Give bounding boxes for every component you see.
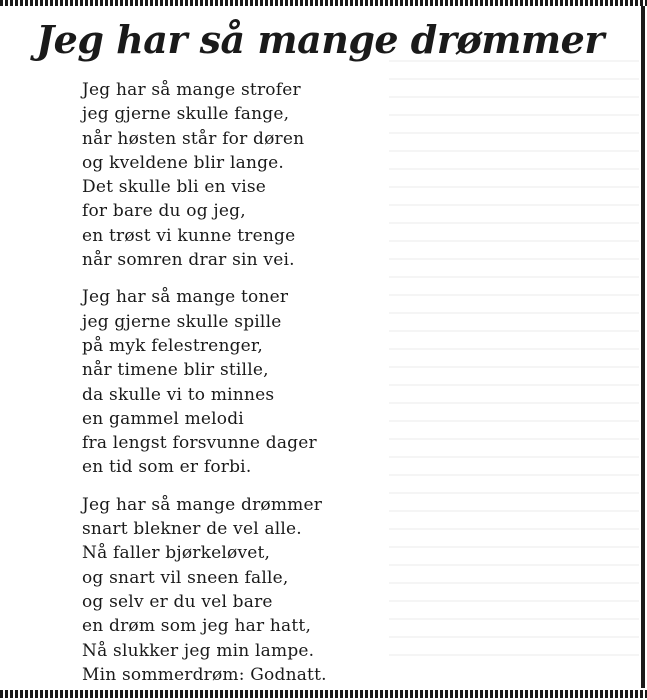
poem-line: jeg gjerne skulle spille — [82, 311, 282, 332]
poem-line: Nå slukker jeg min lampe. — [82, 640, 315, 661]
poem-line: en trøst vi kunne trenge — [82, 225, 296, 246]
stanza-2 — [82, 285, 582, 479]
poem-line: når høsten står for døren — [82, 128, 305, 149]
poem-line: Min sommerdrøm: Godnatt. — [82, 664, 327, 685]
poem-line: en gammel melodi — [82, 408, 244, 429]
poem-line: Jeg har så mange drømmer — [82, 494, 323, 515]
stanza-1 — [82, 78, 582, 272]
page-edge-bottom — [0, 690, 647, 698]
poem-line: og snart vil sneen falle, — [82, 567, 289, 588]
poem-line: når timene blir stille, — [82, 360, 269, 381]
stanza-3 — [82, 493, 582, 687]
poem-title: Jeg har så mange drømmer — [36, 17, 604, 62]
column-rule — [641, 6, 645, 688]
poem-line: på myk felestrenger, — [82, 335, 263, 356]
poem-line: en drøm som jeg har hatt, — [82, 616, 312, 637]
poem-line: jeg gjerne skulle fange, — [82, 104, 290, 125]
poem-line: for bare du og jeg, — [82, 201, 246, 222]
poem-line: Jeg har så mange toner — [82, 287, 289, 308]
poem-line: snart blekner de vel alle. — [82, 519, 302, 540]
poem-line: fra lengst forsvunne dager — [82, 433, 317, 454]
poem-line: Jeg har så mange strofer — [82, 80, 301, 100]
poem-line: og selv er du vel bare — [82, 591, 273, 612]
poem-line: når somren drar sin vei. — [82, 250, 295, 271]
poem-line: en tid som er forbi. — [82, 457, 252, 478]
poem-line: Nå faller bjørkeløvet, — [82, 543, 271, 564]
poem-line: og kveldene blir lange. — [82, 152, 285, 173]
poem-line: da skulle vi to minnes — [82, 384, 275, 405]
poem-line: Det skulle bli en vise — [82, 177, 267, 198]
poem-body — [82, 78, 582, 700]
page-edge-top — [0, 0, 647, 6]
